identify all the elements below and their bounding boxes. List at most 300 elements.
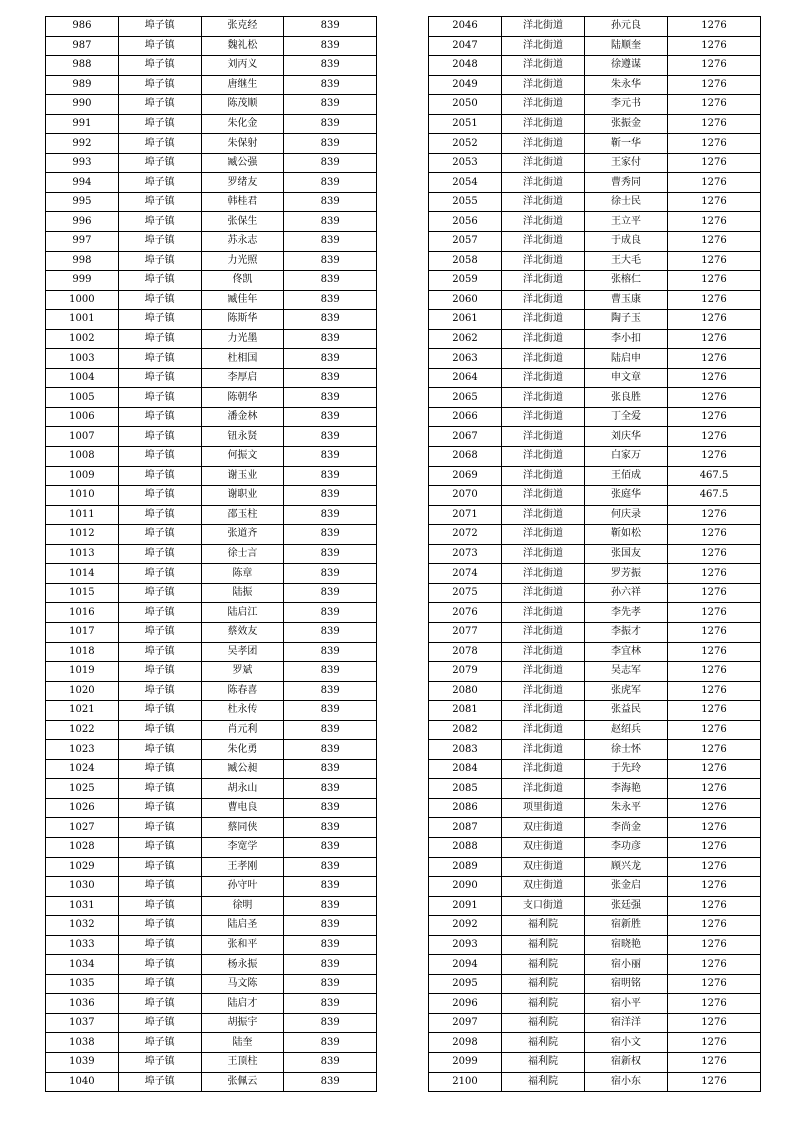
table-row [429,329,761,349]
amount-cell: 1276 [668,701,761,721]
name-cell: 王家付 [585,153,668,173]
location-cell: 埠子镇 [118,877,201,897]
name-cell: 陆振 [201,583,284,603]
location-cell: 埠子镇 [118,192,201,212]
row-number-cell: 990 [46,95,119,115]
row-number-cell: 2090 [429,877,502,897]
amount-cell: 839 [284,505,377,525]
amount-cell: 1276 [668,505,761,525]
name-cell: 李宜林 [585,642,668,662]
row-number-cell: 2077 [429,622,502,642]
amount-cell: 839 [284,525,377,545]
amount-cell: 1276 [668,153,761,173]
location-cell: 埠子镇 [118,505,201,525]
name-cell: 朱永华 [585,75,668,95]
location-cell: 洋北街道 [502,642,585,662]
amount-cell: 1276 [668,251,761,271]
table-row [46,505,377,525]
amount-cell: 839 [284,564,377,584]
name-cell: 力光照 [201,251,284,271]
table-row [429,388,761,408]
name-cell: 朱化金 [201,114,284,134]
location-cell: 洋北街道 [502,701,585,721]
row-number-cell: 2071 [429,505,502,525]
location-cell: 洋北街道 [502,368,585,388]
table-row [46,759,377,779]
name-cell: 张益民 [585,701,668,721]
row-number-cell: 2063 [429,349,502,369]
table-row [46,407,377,427]
location-cell: 埠子镇 [118,642,201,662]
table-row [46,877,377,897]
location-cell: 埠子镇 [118,857,201,877]
name-cell: 臧公强 [201,153,284,173]
name-cell: 陆启申 [585,349,668,369]
table-row [429,173,761,193]
location-cell: 洋北街道 [502,622,585,642]
amount-cell: 839 [284,310,377,330]
name-cell: 马文陈 [201,974,284,994]
row-number-cell: 2099 [429,1052,502,1072]
name-cell: 张国友 [585,544,668,564]
location-cell: 洋北街道 [502,232,585,252]
name-cell: 蔡同侠 [201,818,284,838]
row-number-cell: 1013 [46,544,119,564]
location-cell: 埠子镇 [118,310,201,330]
amount-cell: 1276 [668,1033,761,1053]
row-number-cell: 2074 [429,564,502,584]
table-row [46,662,377,682]
amount-cell: 839 [284,75,377,95]
amount-cell: 1276 [668,36,761,56]
amount-cell: 839 [284,701,377,721]
table-row [429,798,761,818]
location-cell: 埠子镇 [118,17,201,37]
amount-cell: 839 [284,173,377,193]
row-number-cell: 1019 [46,662,119,682]
name-cell: 曹玉康 [585,290,668,310]
amount-cell: 1276 [668,1052,761,1072]
location-cell: 洋北街道 [502,329,585,349]
row-number-cell: 1023 [46,740,119,760]
amount-cell: 839 [284,583,377,603]
location-cell: 埠子镇 [118,290,201,310]
row-number-cell: 1032 [46,916,119,936]
name-cell: 胡永山 [201,779,284,799]
row-number-cell: 2061 [429,310,502,330]
name-cell: 王立平 [585,212,668,232]
table-row [46,622,377,642]
location-cell: 洋北街道 [502,447,585,467]
name-cell: 曹秀同 [585,173,668,193]
amount-cell: 839 [284,544,377,564]
name-cell: 王顶柱 [201,1052,284,1072]
name-cell: 李宽学 [201,837,284,857]
row-number-cell: 987 [46,36,119,56]
row-number-cell: 2064 [429,368,502,388]
location-cell: 福利院 [502,1052,585,1072]
row-number-cell: 2082 [429,720,502,740]
table-row [429,974,761,994]
table-row [429,486,761,506]
amount-cell: 839 [284,662,377,682]
name-cell: 宿小文 [585,1033,668,1053]
name-cell: 唐继生 [201,75,284,95]
table-row [46,349,377,369]
name-cell: 陈朝华 [201,388,284,408]
amount-cell: 839 [284,622,377,642]
row-number-cell: 2087 [429,818,502,838]
table-row [46,642,377,662]
table-row [46,329,377,349]
table-row [429,564,761,584]
row-number-cell: 1015 [46,583,119,603]
amount-cell: 1276 [668,818,761,838]
location-cell: 洋北街道 [502,75,585,95]
amount-cell: 1276 [668,798,761,818]
row-number-cell: 2058 [429,251,502,271]
name-cell: 徐士民 [585,192,668,212]
row-number-cell: 2051 [429,114,502,134]
location-cell: 埠子镇 [118,994,201,1014]
amount-cell: 839 [284,212,377,232]
amount-cell: 839 [284,994,377,1014]
table-row [429,916,761,936]
table-row [46,427,377,447]
name-cell: 谢玉业 [201,466,284,486]
location-cell: 福利院 [502,955,585,975]
table-row [46,134,377,154]
row-number-cell: 2048 [429,56,502,76]
amount-cell: 1276 [668,720,761,740]
location-cell: 埠子镇 [118,466,201,486]
location-cell: 埠子镇 [118,95,201,115]
amount-cell: 839 [284,974,377,994]
location-cell: 埠子镇 [118,740,201,760]
location-cell: 埠子镇 [118,1013,201,1033]
amount-cell: 839 [284,271,377,291]
amount-cell: 839 [284,466,377,486]
amount-cell: 839 [284,290,377,310]
location-cell: 埠子镇 [118,603,201,623]
location-cell: 洋北街道 [502,36,585,56]
name-cell: 张榕仁 [585,271,668,291]
table-row [46,779,377,799]
name-cell: 李功彦 [585,837,668,857]
location-cell: 埠子镇 [118,368,201,388]
name-cell: 张廷强 [585,896,668,916]
location-cell: 埠子镇 [118,486,201,506]
name-cell: 刘丙义 [201,56,284,76]
name-cell: 张佩云 [201,1072,284,1092]
amount-cell: 839 [284,251,377,271]
row-number-cell: 2072 [429,525,502,545]
location-cell: 埠子镇 [118,896,201,916]
amount-cell: 467.5 [668,486,761,506]
name-cell: 陈春喜 [201,681,284,701]
table-row [46,681,377,701]
row-number-cell: 1022 [46,720,119,740]
location-cell: 埠子镇 [118,75,201,95]
table-row [46,837,377,857]
row-number-cell: 989 [46,75,119,95]
name-cell: 朱永平 [585,798,668,818]
amount-cell: 839 [284,388,377,408]
table-row [429,114,761,134]
amount-cell: 1276 [668,974,761,994]
name-cell: 徐士言 [201,544,284,564]
row-number-cell: 998 [46,251,119,271]
row-number-cell: 1011 [46,505,119,525]
table-row [429,36,761,56]
amount-cell: 839 [284,935,377,955]
location-cell: 洋北街道 [502,212,585,232]
location-cell: 洋北街道 [502,505,585,525]
name-cell: 韩桂君 [201,192,284,212]
location-cell: 洋北街道 [502,466,585,486]
table-row [46,251,377,271]
amount-cell: 1276 [668,368,761,388]
table-row [429,759,761,779]
table-row [46,583,377,603]
location-cell: 洋北街道 [502,290,585,310]
amount-cell: 1276 [668,544,761,564]
amount-cell: 839 [284,603,377,623]
location-cell: 福利院 [502,1072,585,1092]
location-cell: 福利院 [502,916,585,936]
location-cell: 埠子镇 [118,212,201,232]
name-cell: 宿小东 [585,1072,668,1092]
location-cell: 埠子镇 [118,153,201,173]
name-cell: 杨永振 [201,955,284,975]
table-row [429,75,761,95]
table-row [429,192,761,212]
amount-cell: 839 [284,486,377,506]
location-cell: 埠子镇 [118,564,201,584]
row-number-cell: 1029 [46,857,119,877]
table-row [429,525,761,545]
name-cell: 张保生 [201,212,284,232]
left-roster-body [46,17,377,1092]
name-cell: 李元书 [585,95,668,115]
name-cell: 宿小丽 [585,955,668,975]
name-cell: 徐遵谋 [585,56,668,76]
table-row [429,310,761,330]
amount-cell: 1276 [668,779,761,799]
name-cell: 丁全爱 [585,407,668,427]
row-number-cell: 2059 [429,271,502,291]
table-row [46,740,377,760]
amount-cell: 839 [284,407,377,427]
name-cell: 靳一华 [585,134,668,154]
name-cell: 申文章 [585,368,668,388]
name-cell: 魏礼松 [201,36,284,56]
location-cell: 埠子镇 [118,935,201,955]
location-cell: 洋北街道 [502,662,585,682]
row-number-cell: 1016 [46,603,119,623]
location-cell: 埠子镇 [118,720,201,740]
table-row [429,701,761,721]
name-cell: 陈斯华 [201,310,284,330]
name-cell: 李尚金 [585,818,668,838]
name-cell: 曹电良 [201,798,284,818]
amount-cell: 1276 [668,642,761,662]
row-number-cell: 1034 [46,955,119,975]
amount-cell: 839 [284,192,377,212]
location-cell: 洋北街道 [502,349,585,369]
name-cell: 杜相国 [201,349,284,369]
row-number-cell: 2053 [429,153,502,173]
location-cell: 洋北街道 [502,192,585,212]
row-number-cell: 2076 [429,603,502,623]
table-row [46,271,377,291]
name-cell: 宿小平 [585,994,668,1014]
table-row [46,173,377,193]
name-cell: 臧佳年 [201,290,284,310]
name-cell: 赵绍兵 [585,720,668,740]
row-number-cell: 1004 [46,368,119,388]
row-number-cell: 1007 [46,427,119,447]
location-cell: 埠子镇 [118,388,201,408]
amount-cell: 839 [284,1013,377,1033]
location-cell: 洋北街道 [502,486,585,506]
name-cell: 肖元利 [201,720,284,740]
row-number-cell: 1003 [46,349,119,369]
name-cell: 张振金 [585,114,668,134]
amount-cell: 839 [284,114,377,134]
row-number-cell: 2096 [429,994,502,1014]
row-number-cell: 2055 [429,192,502,212]
table-row [46,1013,377,1033]
table-row [429,622,761,642]
row-number-cell: 2089 [429,857,502,877]
location-cell: 埠子镇 [118,1052,201,1072]
name-cell: 朱保射 [201,134,284,154]
row-number-cell: 2092 [429,916,502,936]
name-cell: 李小扣 [585,329,668,349]
row-number-cell: 1037 [46,1013,119,1033]
amount-cell: 839 [284,877,377,897]
row-number-cell: 2049 [429,75,502,95]
location-cell: 双庄街道 [502,857,585,877]
table-row [429,818,761,838]
table-row [429,1052,761,1072]
row-number-cell: 2088 [429,837,502,857]
row-number-cell: 992 [46,134,119,154]
amount-cell: 839 [284,427,377,447]
location-cell: 洋北街道 [502,17,585,37]
table-row [46,857,377,877]
location-cell: 洋北街道 [502,779,585,799]
row-number-cell: 1009 [46,466,119,486]
location-cell: 埠子镇 [118,681,201,701]
table-row [429,17,761,37]
row-number-cell: 2093 [429,935,502,955]
amount-cell: 839 [284,95,377,115]
row-number-cell: 2079 [429,662,502,682]
amount-cell: 839 [284,837,377,857]
amount-cell: 1276 [668,407,761,427]
name-cell: 张和平 [201,935,284,955]
name-cell: 吴孝团 [201,642,284,662]
amount-cell: 1276 [668,212,761,232]
table-row [46,192,377,212]
location-cell: 埠子镇 [118,232,201,252]
name-cell: 力光墨 [201,329,284,349]
name-cell: 臧公昶 [201,759,284,779]
location-cell: 埠子镇 [118,583,201,603]
table-row [429,720,761,740]
table-row [46,153,377,173]
left-roster-table [45,16,377,1092]
name-cell: 宿新胜 [585,916,668,936]
name-cell: 王佰成 [585,466,668,486]
amount-cell: 839 [284,329,377,349]
name-cell: 张良胜 [585,388,668,408]
location-cell: 埠子镇 [118,974,201,994]
location-cell: 埠子镇 [118,56,201,76]
amount-cell: 1276 [668,192,761,212]
name-cell: 张虎军 [585,681,668,701]
location-cell: 埠子镇 [118,779,201,799]
table-row [46,36,377,56]
amount-cell: 839 [284,1033,377,1053]
table-row [429,681,761,701]
amount-cell: 839 [284,857,377,877]
row-number-cell: 1008 [46,447,119,467]
row-number-cell: 2068 [429,447,502,467]
name-cell: 于先玲 [585,759,668,779]
row-number-cell: 1005 [46,388,119,408]
table-row [46,525,377,545]
location-cell: 洋北街道 [502,173,585,193]
row-number-cell: 2085 [429,779,502,799]
name-cell: 邵玉柱 [201,505,284,525]
amount-cell: 839 [284,1052,377,1072]
location-cell: 埠子镇 [118,1072,201,1092]
table-row [429,271,761,291]
table-row [429,779,761,799]
name-cell: 张庭华 [585,486,668,506]
table-row [429,994,761,1014]
location-cell: 洋北街道 [502,681,585,701]
location-cell: 埠子镇 [118,544,201,564]
row-number-cell: 991 [46,114,119,134]
name-cell: 王大毛 [585,251,668,271]
table-row [429,603,761,623]
name-cell: 陆顺奎 [585,36,668,56]
location-cell: 埠子镇 [118,759,201,779]
location-cell: 埠子镇 [118,329,201,349]
row-number-cell: 2052 [429,134,502,154]
location-cell: 埠子镇 [118,955,201,975]
name-cell: 谢职业 [201,486,284,506]
row-number-cell: 2084 [429,759,502,779]
table-row [46,1033,377,1053]
amount-cell: 1276 [668,290,761,310]
table-row [46,466,377,486]
amount-cell: 839 [284,798,377,818]
name-cell: 李先孝 [585,603,668,623]
amount-cell: 1276 [668,525,761,545]
row-number-cell: 995 [46,192,119,212]
amount-cell: 1276 [668,896,761,916]
name-cell: 徐士怀 [585,740,668,760]
table-row [429,251,761,271]
name-cell: 陆启圣 [201,916,284,936]
row-number-cell: 1036 [46,994,119,1014]
table-row [46,232,377,252]
